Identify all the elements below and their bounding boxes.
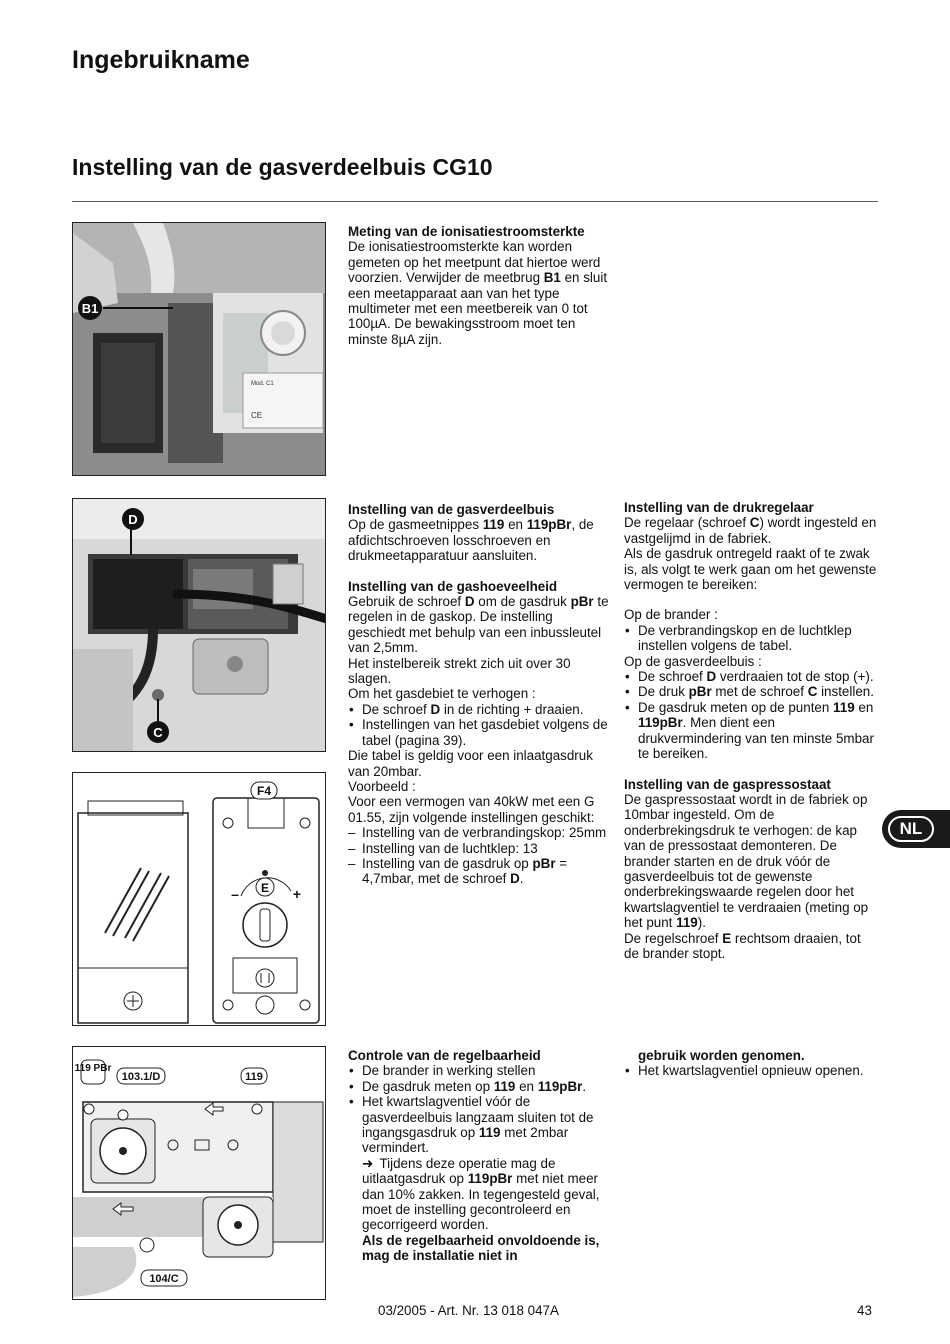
regelbaarheid-continuation-list	[624, 1048, 879, 1079]
text-run: De gasdruk meten op	[362, 1078, 494, 1094]
text-run: 119	[493, 1078, 516, 1094]
text-run: De schroef	[638, 669, 707, 685]
text-run: 119	[478, 1125, 501, 1141]
list-item	[348, 856, 610, 887]
list-item: • Instellingen van het gasdebiet volgens de tabel (pagina 39).	[348, 717, 610, 748]
text-run: met 2mbar vermindert.	[362, 1125, 569, 1156]
list-item: • Het kwartslagventiel opnieuw openen.	[624, 1063, 879, 1078]
example-paragraph: Voor een vermogen van 40kW met een G 01.55, zijn volgende instellingen geschikt:	[348, 794, 595, 825]
example-label: Voorbeeld :	[348, 778, 416, 794]
drukregelaar-heading: Instelling van de drukregelaar	[624, 500, 814, 515]
on-burner-list	[624, 623, 879, 654]
text-run: pBr	[570, 594, 594, 610]
figure-control-box-photo	[72, 222, 326, 476]
text-run: Gebruik de schroef	[348, 594, 465, 610]
text-run: 119	[676, 915, 698, 931]
figure1-module-label: Mod. C1	[251, 381, 274, 387]
figure1-ce-mark: CE	[251, 411, 263, 420]
text-run: en	[504, 517, 527, 533]
gashoeveelheid-paragraph	[348, 594, 610, 656]
text-run: gebruik worden genomen.	[638, 1048, 805, 1063]
language-tab-label: NL	[888, 816, 934, 842]
text-run: om de gasdruk	[474, 594, 571, 610]
on-burner-label: Op de brander :	[624, 607, 718, 623]
text-run: .	[519, 871, 524, 887]
plus-sign: +	[292, 886, 302, 902]
text-run: pBr	[532, 855, 556, 871]
ionisation-text-block	[348, 224, 613, 347]
callout-f4: F4	[256, 784, 272, 798]
text-run: en sluit een meetapparaat aan van het type multimeter met een meetbereik van 0 tot 100µA. De bewakingsstroom moet ten minste 8µA zijn.	[348, 270, 608, 347]
gas-valve-settings-block	[348, 502, 610, 887]
gashoeveelheid-range: Het instelbereik strekt zich uit over 30 slagen.	[348, 655, 571, 687]
text-run: en	[515, 1078, 538, 1094]
callout-119: 119	[245, 1071, 263, 1083]
list-item: • De verbrandingskop en de luchtklep instellen volgens de tabel.	[624, 623, 879, 654]
text-run: D	[510, 871, 520, 887]
text-run: en	[854, 699, 874, 715]
callout-103-1-d: 103.1/D	[121, 1071, 161, 1083]
text-run: te regelen in de gaskop. De instelling geschiedt met behulp van een inbussleutel van 2,5mm.	[348, 594, 609, 656]
text-run: De gasdruk meten op de punten	[638, 699, 834, 715]
figure-pressostat-drawing	[72, 772, 326, 1026]
text-run: , de afdichtschroeven losschroeven en drukmeetapparatuur aansluiten.	[348, 517, 594, 564]
text-run: rechtsom draaien, tot de brander stopt.	[624, 930, 861, 961]
arrow-right-icon: ➜	[362, 1155, 374, 1171]
text-run: De regelaar (schroef	[624, 515, 750, 531]
text-run: Tijdens deze operatie mag de uitlaatgasdruk op	[362, 1155, 556, 1187]
text-run: C	[807, 684, 818, 700]
text-run: De regelschroef	[624, 930, 723, 946]
regelbaarheid-continuation	[624, 1048, 879, 1079]
text-run: ).	[697, 915, 706, 931]
text-run: De gaspressostaat wordt in de fabriek op 10mbar ingesteld. Om de onderbrekingsdruk te verhogen: de kap van de pressostaat demonteren. De brander starten en de druk vóór de gasverdeelbuis tot de gewenste onderbrekingswaarde regelen door het kwartslagventiel te verdraaien (meting op het punt	[624, 791, 869, 931]
regelbaarheid-list	[348, 1063, 606, 1263]
text-run: Instelling van de gasdruk op	[362, 855, 533, 871]
text-run: 119pBr	[537, 1078, 583, 1094]
gashoeveelheid-heading: Instelling van de gashoeveelheid	[348, 578, 558, 594]
text-run: in de richting + draaien.	[440, 701, 584, 717]
text-run: 119pBr	[526, 517, 572, 533]
language-tab	[882, 810, 950, 848]
text-run: Op de gasmeetnippes	[348, 517, 483, 533]
on-valve-label: Op de gasverdeelbuis :	[624, 653, 762, 669]
list-item	[624, 684, 879, 699]
gasverdeelbuis-paragraph	[348, 517, 610, 563]
text-run: E	[722, 930, 732, 946]
footer-reference: 03/2005 - Art. Nr. 13 018 047A	[378, 1303, 559, 1318]
callout-119-pbr: 119 PBr	[74, 1063, 112, 1074]
on-valve-list	[624, 669, 879, 761]
warning-text	[348, 1233, 606, 1264]
callout-104-c: 104/C	[149, 1273, 179, 1285]
text-run: D	[706, 669, 717, 685]
text-run: met de schroef	[711, 684, 808, 700]
text-run: Als de regelbaarheid onvoldoende is, mag de installatie niet in	[362, 1232, 600, 1264]
list-item	[348, 1079, 606, 1094]
text-run: De schroef	[362, 701, 431, 717]
page-number: 43	[857, 1303, 872, 1318]
text-run: 119	[833, 699, 855, 715]
text-run: instellen.	[817, 684, 874, 700]
text-run: .	[582, 1078, 587, 1094]
text-run: 119pBr	[638, 715, 683, 731]
figure-gas-valve-photo	[72, 498, 326, 752]
text-run: Het kwartslagventiel vóór de gasverdeelbuis langzaam sluiten tot de ingangsgasdruk op	[362, 1094, 594, 1141]
text-run: De druk	[638, 684, 689, 700]
page-title: Instelling van de gasverdeelbuis CG10	[72, 154, 493, 180]
gaspressostaat-paragraph	[624, 792, 879, 931]
gaspressostaat-heading: Instelling van de gaspressostaat	[624, 776, 831, 792]
text-run: = 4,7mbar, met de schroef	[362, 855, 568, 887]
gashoeveelheid-increase-intro: Om het gasdebiet te verhogen :	[348, 686, 536, 702]
list-item	[624, 700, 879, 762]
text-run: met niet meer dan 10% zakken. In tegengesteld geval, moet de instelling gecontroleerd en gecorrigeerd worden.	[362, 1171, 600, 1233]
drukregelaar-paragraph	[624, 515, 879, 546]
list-item: – Instelling van de luchtklep: 13	[348, 841, 610, 856]
text-run: pBr	[688, 684, 712, 700]
text-run: . Men dient een drukvermindering van ten minste 5mbar te bereiken.	[638, 715, 874, 762]
list-item	[348, 1094, 606, 1156]
callout-c: C	[153, 725, 163, 740]
list-item	[348, 702, 610, 717]
section-title: Ingebruikname	[72, 46, 250, 74]
figure-gas-valve-drawing	[72, 1046, 326, 1300]
pressure-regulator-block	[624, 500, 879, 961]
regelbaarheid-block	[348, 1048, 606, 1264]
title-divider	[72, 201, 878, 202]
list-item-note	[348, 1156, 606, 1233]
regelbaarheid-heading: Controle van de regelbaarheid	[348, 1048, 541, 1063]
text-run: verdraaien tot de stop (+).	[716, 669, 874, 685]
text-run: D	[464, 594, 475, 610]
ionisation-heading: Meting van de ionisatiestroomsterkte	[348, 224, 585, 239]
callout-b1: B1	[81, 301, 99, 316]
gasverdeelbuis-heading: Instelling van de gasverdeelbuis	[348, 502, 555, 517]
warning-text-continued	[624, 1048, 879, 1063]
text-run: B1	[543, 270, 561, 286]
list-item	[624, 669, 879, 684]
text-run: 119pBr	[467, 1171, 513, 1187]
list-item: – Instelling van de verbrandingskop: 25mm	[348, 825, 610, 840]
text-run: De ionisatiestroomsterkte kan worden gemeten op het meetpunt dat hiertoe werd voorzien. Verwijder de meetbrug	[348, 239, 601, 286]
ionisation-paragraph	[348, 239, 613, 347]
gashoeveelheid-bullets	[348, 702, 610, 748]
text-run: 119	[482, 517, 505, 533]
table-validity: Die tabel is geldig voor een inlaatgasdruk van 20mbar.	[348, 748, 593, 779]
callout-e: E	[260, 881, 270, 895]
text-run: ) wordt ingesteld en vastgelijmd in de fabriek.	[624, 515, 877, 546]
example-settings-list	[348, 825, 610, 887]
text-run: C	[749, 515, 760, 531]
gaspressostaat-paragraph-2	[624, 931, 879, 962]
callout-d: D	[128, 512, 138, 527]
drukregelaar-paragraph-2: Als de gasdruk ontregeld raakt of te zwak is, als volgt te werk gaan om het gewenste vermogen te bereiken:	[624, 546, 877, 593]
minus-sign: –	[231, 886, 239, 902]
text-run: D	[430, 701, 441, 717]
list-item: • De brander in werking stellen	[348, 1063, 606, 1078]
